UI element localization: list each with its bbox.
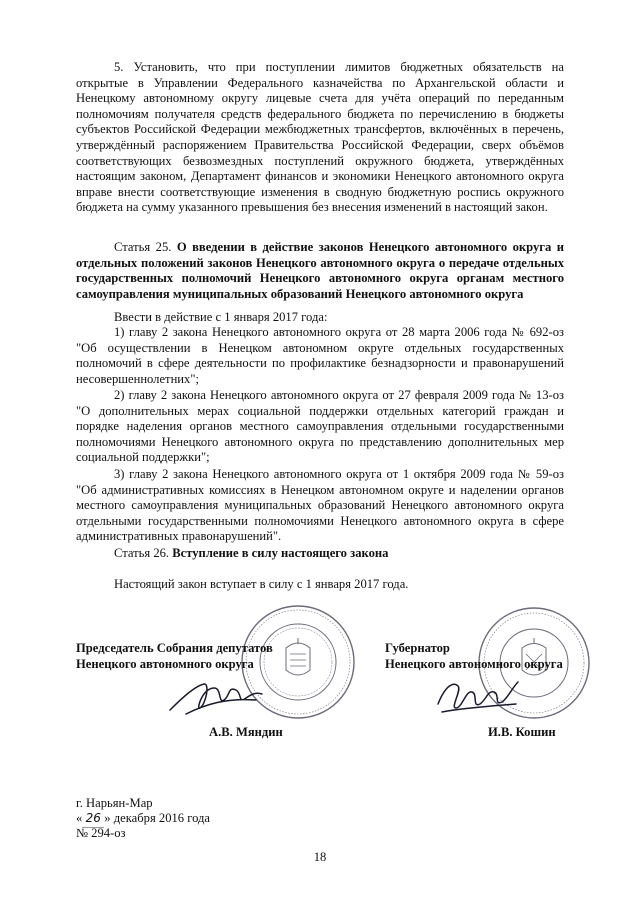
left-signatory-title-2: Ненецкого автономного округа — [76, 657, 254, 671]
footer-date-open: « — [76, 811, 83, 825]
article-26-title: Вступление в силу настоящего закона — [172, 546, 389, 560]
right-signatory-title-2: Ненецкого автономного округа — [385, 657, 563, 671]
article-25-item-1: 1) главу 2 закона Ненецкого автономного округа от 28 марта 2006 года № 692-оз "Об осуществлении в Ненецком автономном округе отдельных государственных полномочий в сфере деятельности по профилактике безнадзорности и правонарушений несовершеннолетних"; — [76, 325, 564, 386]
article-25-label: Статья 25. — [114, 240, 172, 254]
footer-law-number: № 294-оз — [76, 826, 126, 840]
article-25-item-2: 2) главу 2 закона Ненецкого автономного округа от 27 февраля 2009 года № 13-оз "О дополнительных мерах социальной поддержки отдельных категорий граждан и порядке наделения органов местного самоуправления отдельными государственными полномочиями Ненецкого автономного округа по представлению дополнительных мер социальной поддержки"; — [76, 388, 564, 465]
left-signatory-title-1: Председатель Собрания депутатов — [76, 641, 273, 655]
clause-5: 5. Установить, что при поступлении лимитов бюджетных обязательств на открытые в Управлении Федерального казначейства по Архангельской области и Ненецкому автономному округу лицевые счета для учёта операций по переданным полномочиям получателя средств федерального бюджета по перечислению в бюджеты субъектов Российской Федерации межбюджетных трансфертов, включённых в перечень, утверждённый распоряжением Правительства Российской Федерации, сверх объёмов соответствующих безвозмездных поступлений окружного бюджета, утверждённых настоящим законом, Департамент финансов и экономики Ненецкого автономного округа вправе внести соответствующие изменения в сводную бюджетную роспись окружного бюджета на сумму указанного превышения без внесения изменений в настоящий закон. — [76, 60, 564, 215]
footer-city: г. Нарьян-Мар — [76, 796, 153, 810]
page-number: 18 — [313, 850, 327, 864]
article-26-text: Настоящий закон вступает в силу с 1 января 2017 года. — [114, 577, 409, 591]
footer-date-day: 26 — [82, 811, 104, 828]
article-25-item-3: 3) главу 2 закона Ненецкого автономного округа от 1 октября 2009 года № 59-оз "Об административных комиссиях в Ненецком автономном округе и наделении органов местного самоуправления муниципальных образований Ненецкого автономного округа отдельными государственными полномочиями Ненецкого автономного округа в сфере административных правонарушений". — [76, 467, 564, 544]
article-25-title: О введении в действие законов Ненецкого автономного округа и отдельных положений законов Ненецкого автономного округа о передаче отдельных государственных полномочий Ненецкого автономного округа органам местного самоуправления муниципальных образований Ненецкого автономного округа — [76, 240, 564, 301]
article-26-heading — [76, 546, 564, 562]
footer-date-close: » декабря 2016 года — [104, 811, 211, 825]
left-handwritten-signature — [166, 664, 266, 726]
right-handwritten-signature — [432, 664, 522, 726]
left-signatory-name: А.В. Мяндин — [209, 725, 283, 739]
right-signatory-name: И.В. Кошин — [488, 725, 556, 739]
article-25-intro: Ввести в действие с 1 января 2017 года: — [114, 310, 328, 324]
article-25-heading — [76, 240, 564, 302]
article-26-label: Статья 26. — [114, 546, 170, 560]
right-signatory-title-1: Губернатор — [385, 641, 450, 655]
